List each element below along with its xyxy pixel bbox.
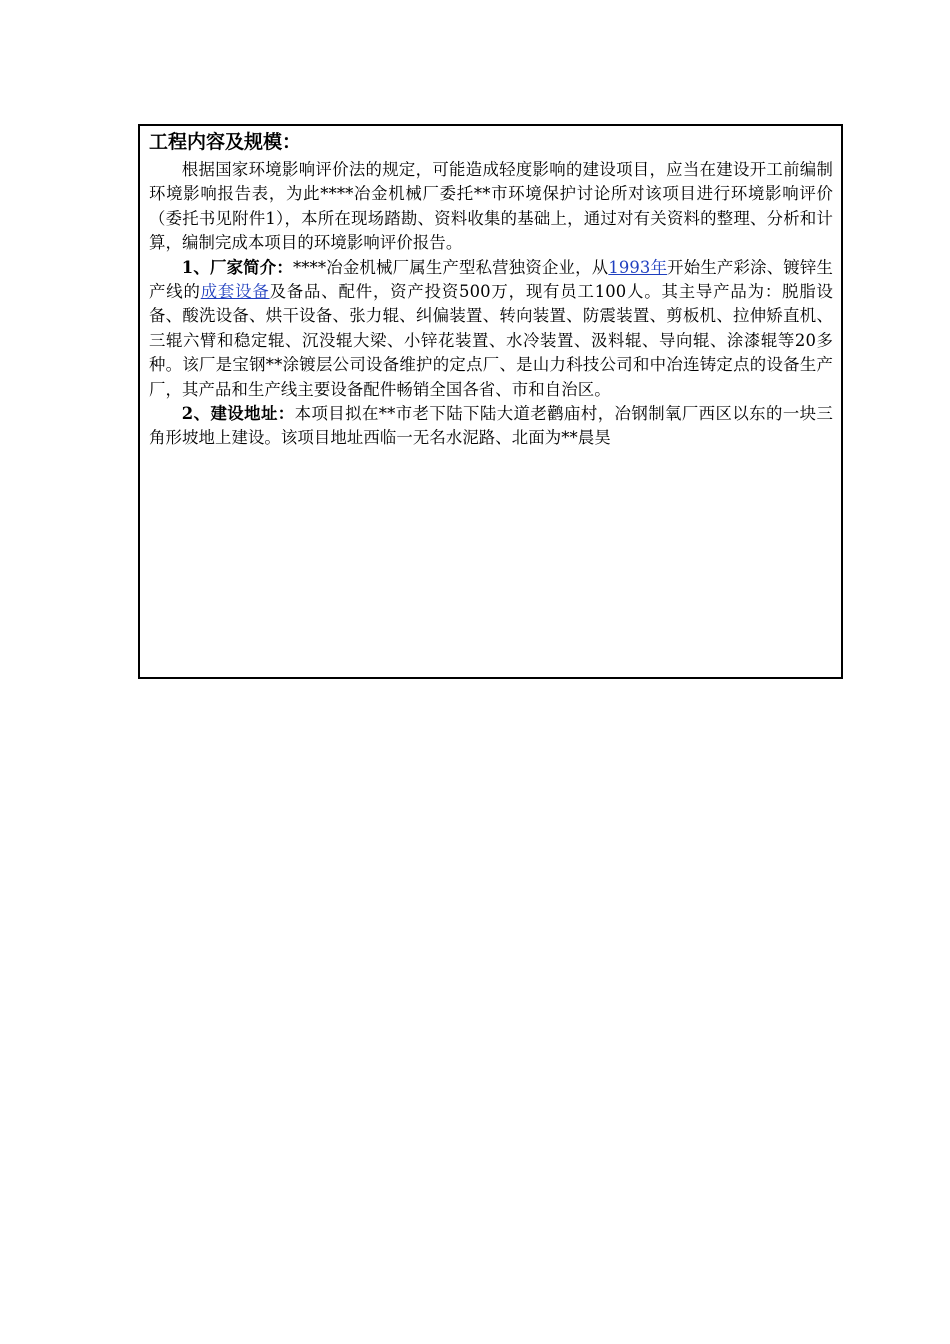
site-text: 本项目拟在**市老下陆下陆大道老鹳庙村，冶钢制氧厂西区以东的一块三角形坡地上建设。该项目地址西临一无名水泥路、北面为**晨昊: [149, 404, 833, 448]
factory-paragraph: [149, 256, 833, 402]
factory-text-2: 开始生产彩涂、镀锌生产线的: [149, 257, 833, 302]
site-label: 2、建设地址：: [181, 404, 295, 424]
section-heading: 工程内容及规模：: [149, 131, 302, 153]
factory-label: 1、厂家简介：: [181, 257, 293, 277]
intro-paragraph: [149, 158, 833, 256]
factory-text-3: 及备品、配件，资产投资500万，现有员工100人。其主导产品为：脱脂设备、酸洗设备、烘干设备、张力辊、纠偏装置、转向装置、防震装置、剪板机、拉伸矫直机、三辊六臂和稳定辊、沉没辊大梁、小锌花装置、水冷装置、汲料辊、导向辊、涂漆辊等20多种。该厂是宝钢**涂镀层公司设备维护的定点厂、是山力科技公司和中冶连铸定点的设备生产厂，其产品和生产线主要设备配件畅销全国各省、市和自治区。: [149, 282, 833, 399]
site-paragraph: [149, 402, 833, 451]
equipment-link[interactable]: 成套设备: [200, 282, 270, 302]
intro-text: 根据国家环境影响评价法的规定，可能造成轻度影响的建设项目，应当在建设开工前编制环境影响报告表，为此****冶金机械厂委托**市环境保护讨论所对该项目进行环境影响评价（委托书见附件1），本所在现场踏勘、资料收集的基础上，通过对有关资料的整理、分析和计算，编制完成本项目的环境影响评价报告。: [149, 160, 833, 253]
section-body: [149, 158, 833, 451]
factory-text-1: ****冶金机械厂属生产型私营独资企业，从: [292, 257, 609, 277]
project-content-box: [138, 124, 843, 679]
year-link[interactable]: 1993年: [608, 257, 668, 277]
